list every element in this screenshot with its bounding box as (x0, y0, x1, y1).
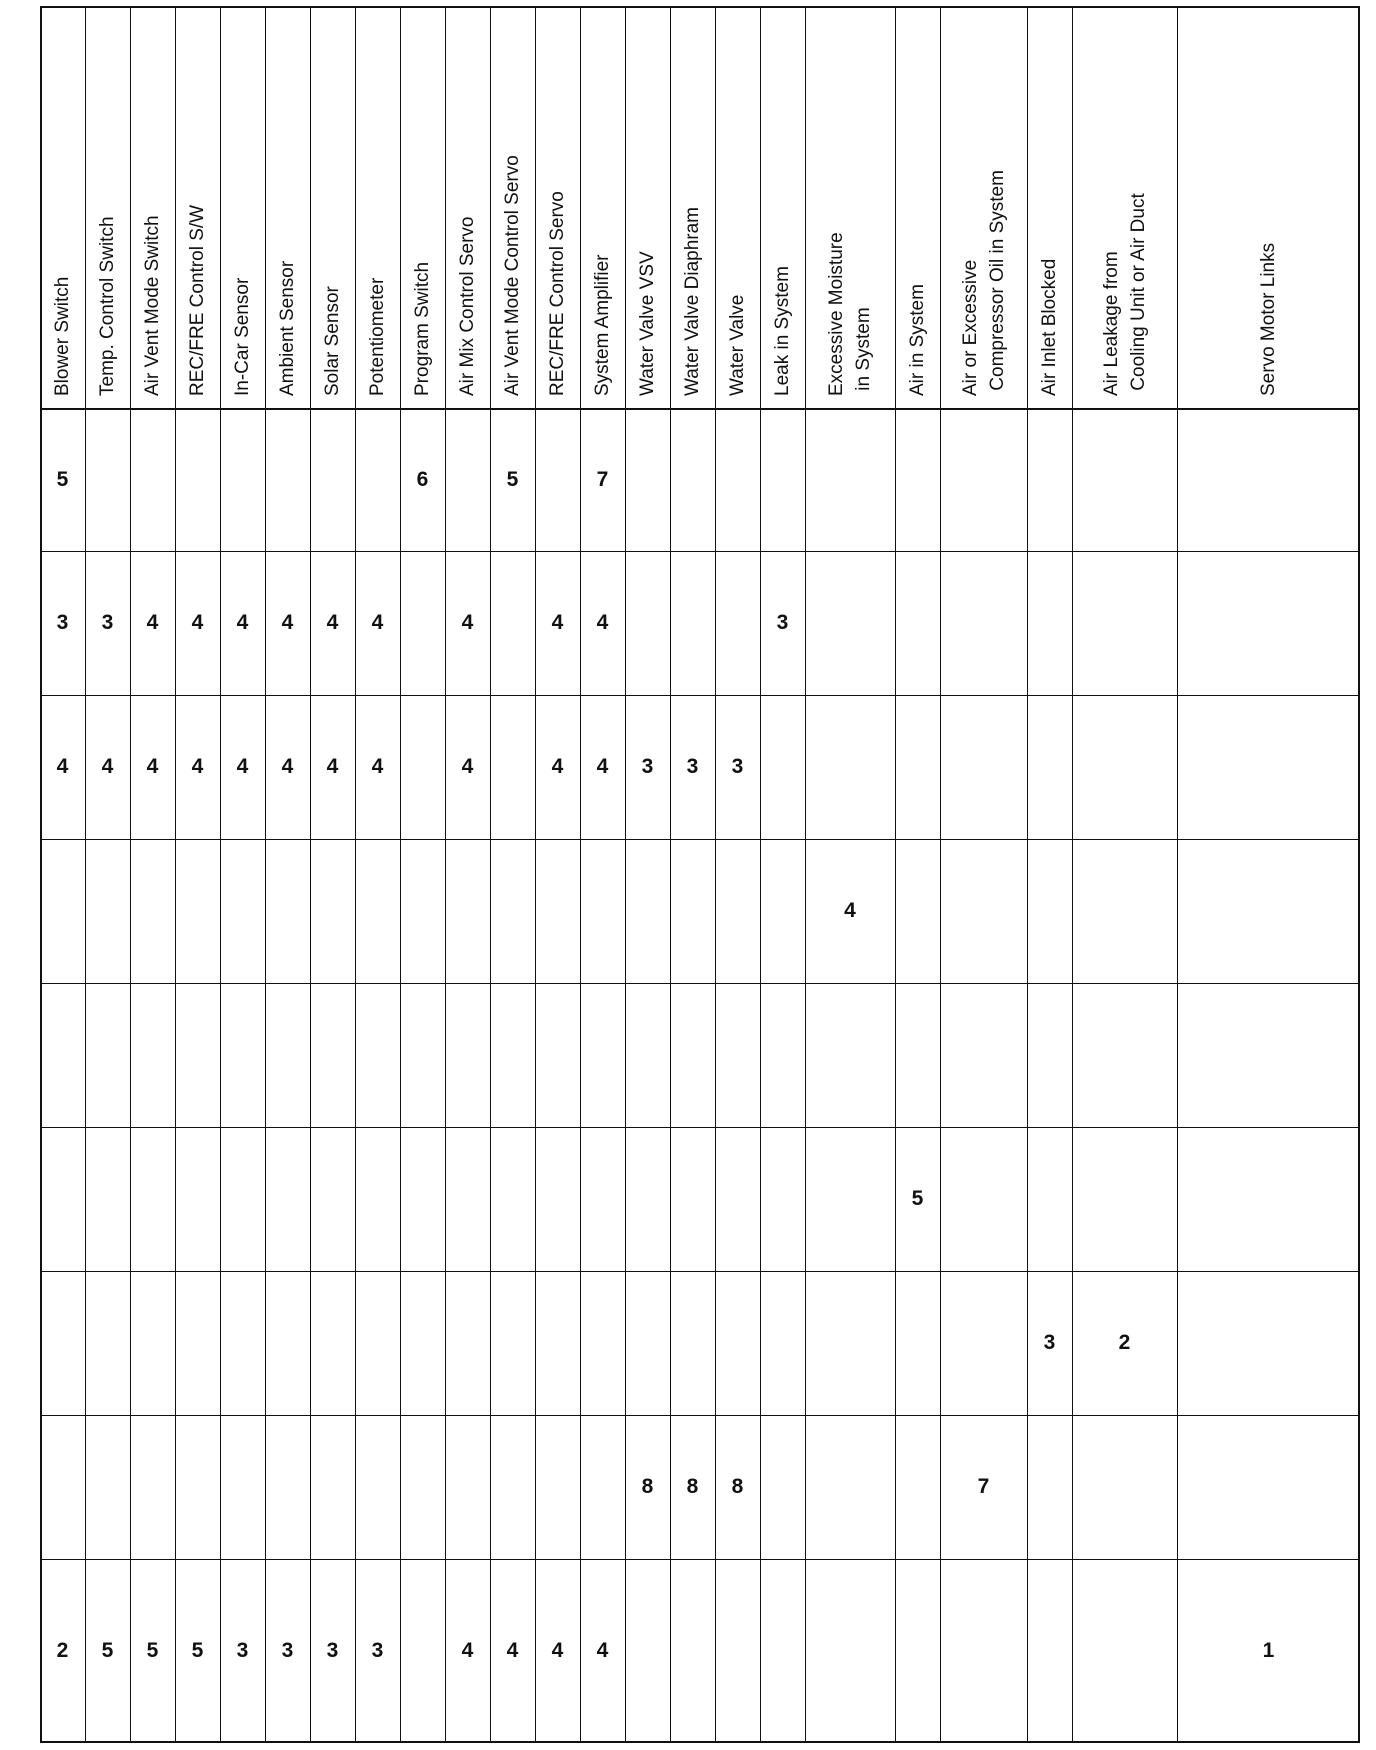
table-cell: 3 (101, 611, 114, 634)
table-cell: 3 (326, 1639, 339, 1662)
table-cell: 4 (461, 1639, 474, 1662)
table-cell: 3 (641, 755, 654, 778)
table-cell: 4 (596, 1639, 609, 1662)
column-header-label: Potentiometer (367, 277, 388, 396)
table-cell: 8 (731, 1475, 744, 1498)
table-cell: 6 (416, 467, 429, 491)
table-cell: 4 (551, 611, 564, 634)
table-cell: 4 (56, 755, 69, 778)
table-cell: 4 (326, 611, 339, 634)
column-header-label: Air Mix Control Servo (457, 216, 478, 396)
column-header-label: Air Vent Mode Switch (142, 215, 163, 396)
table-cell: 5 (191, 1639, 204, 1662)
table-cell: 3 (731, 755, 744, 778)
table-cell: 3 (776, 611, 789, 634)
column-header-label: Servo Motor Links (1258, 242, 1279, 396)
table-cell: 3 (686, 755, 699, 778)
table-cell: 4 (191, 611, 204, 634)
column-header-label: Air Vent Mode Control Servo (502, 155, 523, 396)
table-cell: 8 (686, 1475, 699, 1498)
table-cell: 5 (56, 467, 69, 491)
table-cell: 4 (461, 611, 474, 634)
table-cell: 5 (911, 1187, 924, 1210)
table-cell: 4 (551, 1639, 564, 1662)
table-cell: 4 (281, 611, 294, 634)
table-cell: 4 (371, 755, 384, 778)
column-header-label: Air or Excessive Compressor Oil in System (959, 170, 1008, 396)
table-cell: 7 (977, 1475, 990, 1498)
column-header-label: Blower Switch (52, 276, 73, 396)
table-cell: 4 (101, 755, 114, 778)
table-cell: 3 (56, 611, 69, 634)
column-header-label: Air in System (907, 284, 928, 396)
table-cell: 2 (1118, 1331, 1131, 1354)
table-cell: 4 (506, 1639, 519, 1662)
column-header-label: Leak in System (772, 266, 793, 396)
column-header-label: Air Inlet Blocked (1039, 258, 1060, 396)
table-cell: 2 (56, 1639, 69, 1662)
table-border (40, 6, 1360, 1743)
column-header-label: Temp. Control Switch (97, 216, 118, 396)
table-cell: 5 (506, 467, 519, 491)
table-cell: 4 (596, 611, 609, 634)
table-cell: 3 (1043, 1331, 1056, 1354)
table-cell: 4 (326, 755, 339, 778)
column-header-label: Water Valve (727, 294, 748, 396)
table-cell: 3 (236, 1639, 249, 1662)
column-header-label: Water Valve VSV (637, 251, 658, 396)
column-header-label: Water Valve Diaphram (682, 206, 703, 396)
column-header-label: In-Car Sensor (232, 277, 253, 396)
column-header-label: Air Leakage from Cooling Unit or Air Duct (1100, 193, 1149, 396)
table-cell: 4 (191, 755, 204, 778)
column-header-label: Program Switch (412, 261, 433, 396)
table-cell: 4 (146, 611, 159, 634)
column-header-label: REC/FRE Control S/W (187, 204, 208, 396)
table-cell: 3 (371, 1639, 384, 1662)
table-cell: 4 (551, 755, 564, 778)
table-cell: 8 (641, 1475, 654, 1498)
table-cell: 4 (371, 611, 384, 634)
table-cell: 4 (281, 755, 294, 778)
table-cell: 5 (101, 1639, 114, 1662)
column-header-label: Ambient Sensor (277, 260, 298, 396)
table-cell: 3 (281, 1639, 294, 1662)
column-header-label: System Amplifier (592, 254, 613, 396)
column-header-label: Excessive Moisture in System (826, 232, 874, 396)
table-cell: 7 (596, 467, 609, 491)
troubleshooting-table (40, 6, 1360, 1743)
column-header-label: Solar Sensor (322, 286, 343, 396)
table-cell: 4 (236, 611, 249, 634)
table-cell: 4 (236, 755, 249, 778)
table-cell: 4 (844, 899, 856, 922)
table-cell: 5 (146, 1639, 159, 1662)
table-cell: 4 (146, 755, 159, 778)
table-cell: 4 (461, 755, 474, 778)
table-cell: 1 (1262, 1639, 1275, 1662)
table-cell: 4 (596, 755, 609, 778)
column-header-label: REC/FRE Control Servo (547, 191, 568, 396)
